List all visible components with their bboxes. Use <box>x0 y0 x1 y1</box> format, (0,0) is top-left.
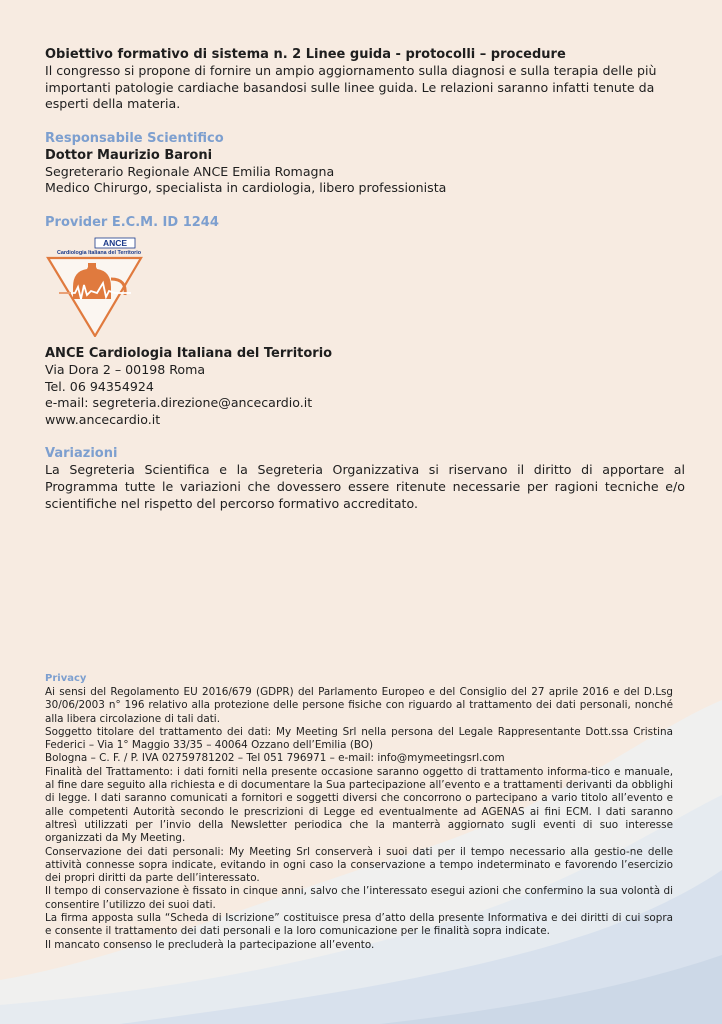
privacy-paragraph-tempo: Il tempo di conservazione è fissato in cinque anni, salvo che l’interessato esegui azioni che confermino la sua volontà di consentire l’utilizzo dei suoi dati. <box>45 885 673 911</box>
privacy-paragraph-conservazione: Conservazione dei dati personali: My Meeting Srl conserverà i suoi dati per il tempo necessario alla gestio-ne delle attività connesse sopra indicate, evitando in ogni caso la conservazione a tempo indeterminato e favorendo l’esercizio dei propri diritti da parte dell’interessato. <box>45 845 673 885</box>
ance-logo-graphic <box>45 237 145 337</box>
privacy-paragraph-finalita: Finalità del Trattamento: i dati forniti nella presente occasione saranno oggetto di trattamento informa-tico e manuale, al fine dare seguito alla richiesta e di documentare la Sua partecipazione all’evento e a trattamenti derivanti da obblighi di legge. I dati saranno comunicati a fornitori e soggetti diversi che concorrono o partecipano a vario titolo all’evento e alle competenti Autorità secondo le prescrizioni di Legge ed eventualmente ad AGENAS ai fini ECM. I dati saranno altresì utilizzati per l’invio della Newsletter periodica che la manterrà aggiornato sugli eventi di suo interesse organizzati da My Meeting. <box>45 765 673 845</box>
organization-name: ANCE Cardiologia Italiana del Territorio <box>45 345 333 361</box>
privacy-section <box>45 672 673 952</box>
objective-text: Il congresso si propone di fornire un ampio aggiornamento sulla diagnosi e sulla terapia delle più importanti patologie cardiache basandosi sulle linee guida. Le relazioni saranno infatti tenute da esperti della materia. <box>45 63 657 112</box>
responsabile-name: Dottor Maurizio Baroni <box>45 147 213 163</box>
privacy-paragraph-gdpr: Ai sensi del Regolamento EU 2016/679 (GDPR) del Parlamento Europeo e del Consiglio del 27 aprile 2016 e del D.Lsg 30/06/2003 n° 196 relativo alla protezione delle persone fisiche con riguardo al trattamento dei dati personali, nonché alla libera circolazione di tali dati. <box>45 686 673 725</box>
organization-website[interactable]: www.ancecardio.it <box>45 411 161 427</box>
variazioni-heading: Variazioni <box>45 446 118 462</box>
organization-email[interactable]: e-mail: segreteria.direzione@ancecardio.it <box>45 395 313 411</box>
variazioni-section <box>45 445 685 512</box>
responsabile-role: Segreterario Regionale ANCE Emilia Romagna <box>45 163 335 179</box>
objective-title: Obiettivo formativo di sistema n. 2 Linee guida - protocolli – procedure <box>45 47 566 62</box>
privacy-paragraph-consenso: Il mancato consenso le precluderà la partecipazione all’evento. <box>45 938 375 951</box>
privacy-paragraph-contacts: Bologna – C. F. / P. IVA 02759781202 – Tel 051 796971 – e-mail: info@mymeetingsrl.com <box>45 752 505 765</box>
organization-section <box>45 345 685 428</box>
provider-heading: Provider E.C.M. ID 1244 <box>45 214 219 230</box>
responsabile-section <box>45 130 685 197</box>
provider-section <box>45 214 685 337</box>
organization-address: Via Dora 2 – 00198 Roma <box>45 361 206 377</box>
privacy-paragraph-firma: La firma apposta sulla “Scheda di Iscrizione” costituisce presa d’atto della presente Informativa e dei diritti di cui sopra e consente il trattamento dei dati personali e la loro comunicazione per le finalità sopra indicate. <box>45 912 673 938</box>
objective-section <box>45 46 685 113</box>
variazioni-text: La Segreteria Scientifica e la Segreteria Organizzativa si riservano il diritto di apportare al Programma tutte le variazioni che dovessero essere ritenute necessarie per ragioni tecniche e/o scientifiche nel rispetto del percorso formativo accreditato. <box>45 462 685 511</box>
privacy-heading: Privacy <box>45 673 87 684</box>
logo-subtitle: Cardiologia Italiana del Territorio <box>56 249 142 256</box>
ance-logo <box>45 237 145 337</box>
responsabile-heading: Responsabile Scientifico <box>45 130 224 146</box>
organization-phone: Tel. 06 94354924 <box>45 378 154 394</box>
privacy-paragraph-titolare: Soggetto titolare del trattamento dei dati: My Meeting Srl nella persona del Legale Rappresentante Dott.ssa Cristina Federici – Via 1° Maggio 33/35 – 40064 Ozzano dell’Emilia (BO) <box>45 725 673 752</box>
logo-acronym: ANCE <box>102 237 128 248</box>
main-content <box>45 46 685 512</box>
responsabile-specialty: Medico Chirurgo, specialista in cardiologia, libero professionista <box>45 180 447 196</box>
